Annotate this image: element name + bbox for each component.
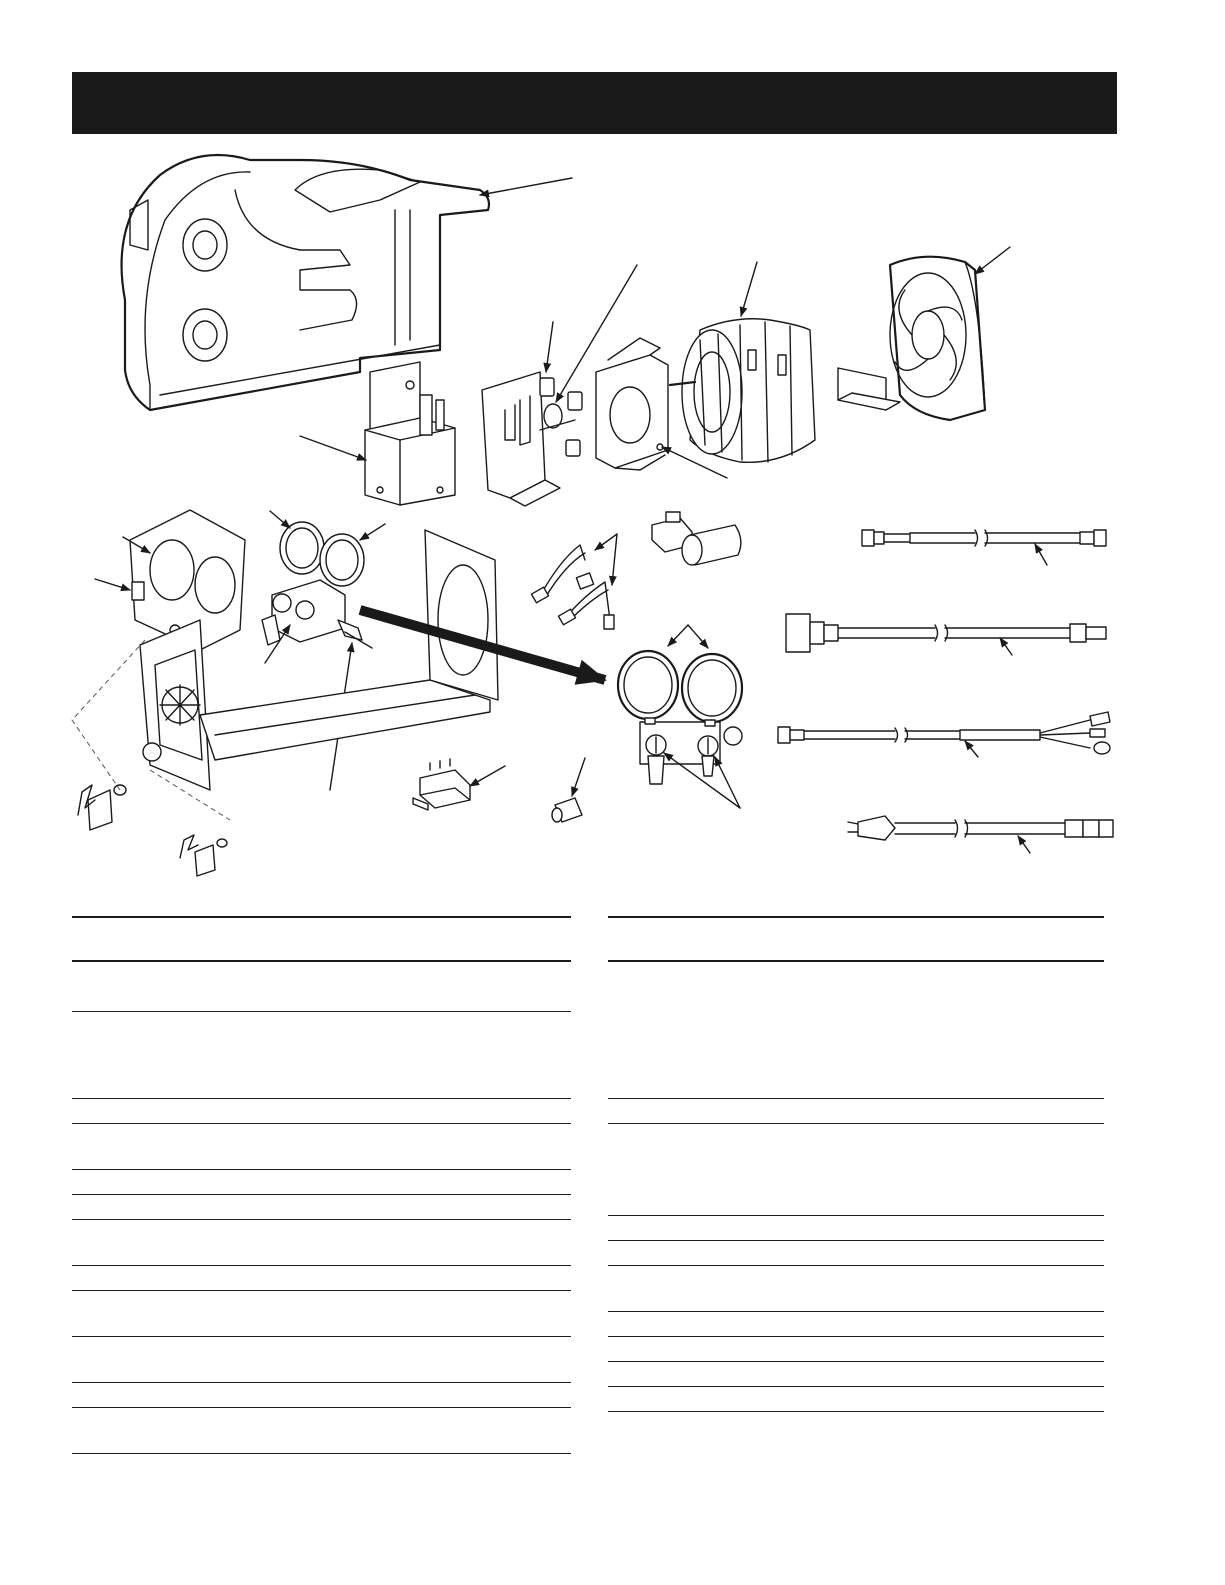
table-row-rule xyxy=(72,1407,571,1408)
table-row-rule xyxy=(608,1240,1104,1241)
fuse xyxy=(552,798,582,822)
charging-hose xyxy=(862,530,1106,546)
port-fitting-b xyxy=(180,835,227,876)
manifold-gauges xyxy=(262,522,372,648)
table-row-rule xyxy=(608,1265,1104,1266)
table-row-rule xyxy=(72,1265,571,1266)
table-bottom-rule xyxy=(72,1453,571,1454)
table-row-rule xyxy=(608,1336,1104,1337)
callout-arrow-filter-hose xyxy=(1000,638,1012,655)
port-fitting-a xyxy=(78,785,126,830)
table-top-rule xyxy=(608,916,1104,918)
callout-arrow-detail-gauge-b xyxy=(688,625,708,648)
table-header-rule xyxy=(72,960,571,962)
spacer-nuts xyxy=(540,378,582,456)
table-header-rule xyxy=(608,960,1104,962)
fan-bracket xyxy=(838,368,900,410)
callout-arrow-sensor-cable xyxy=(965,741,978,757)
callout-arrow-gauge-high xyxy=(360,524,385,540)
table-row-rule xyxy=(72,1219,571,1220)
callout-arrow-switch xyxy=(95,579,130,590)
housing-cover xyxy=(122,155,489,410)
callout-arrow-gauge-low xyxy=(270,511,290,528)
callout-arrow-power-cord xyxy=(1018,836,1030,853)
callout-arrow-hose-a xyxy=(595,534,617,550)
callout-arrow-compressor xyxy=(300,436,366,460)
capacitor xyxy=(652,512,741,565)
compressor-block xyxy=(365,362,455,505)
table-row-rule xyxy=(72,1290,571,1291)
table-row-rule xyxy=(72,1123,571,1124)
table-row-rule xyxy=(608,1361,1104,1362)
table-row-rule xyxy=(72,1194,571,1195)
electric-motor xyxy=(670,319,815,463)
header-band xyxy=(72,72,1117,134)
sight-tube-hoses xyxy=(531,545,614,629)
callout-arrow-fuse xyxy=(572,758,585,796)
table-row-rule xyxy=(608,1386,1104,1387)
cooling-fan xyxy=(890,257,985,420)
table-row-rule xyxy=(608,1215,1104,1216)
table-row-rule xyxy=(72,1169,571,1170)
callout-arrow-relay xyxy=(470,766,505,786)
callout-arrow-fan xyxy=(975,247,1010,274)
callout-arrow-detail-gauge-a xyxy=(668,625,688,646)
table-row-rule xyxy=(72,1382,571,1383)
table-top-rule xyxy=(72,916,571,918)
table-row-rule xyxy=(72,1098,571,1099)
power-cord xyxy=(848,816,1113,840)
callout-arrow-motor xyxy=(741,262,757,316)
callout-arrow-housing xyxy=(480,178,572,195)
table-row-rule xyxy=(608,1123,1104,1124)
exploded-parts-diagram xyxy=(0,140,1225,900)
table-bottom-rule xyxy=(608,1411,1104,1412)
callout-arrow-spacers xyxy=(546,322,553,372)
callout-arrow-hose-b xyxy=(612,534,617,585)
filter-hose xyxy=(786,614,1106,652)
relay-switch xyxy=(413,759,470,810)
table-row-rule xyxy=(608,1311,1104,1312)
callout-arrow-charging-hose xyxy=(1035,544,1047,565)
table-row-rule xyxy=(72,1336,571,1337)
table-row-rule xyxy=(608,1098,1104,1099)
motor-mount xyxy=(596,338,668,470)
sensor-cable xyxy=(778,712,1110,754)
table-row-rule xyxy=(72,1011,571,1012)
callout-arrow-detail-knob-b xyxy=(715,757,740,808)
